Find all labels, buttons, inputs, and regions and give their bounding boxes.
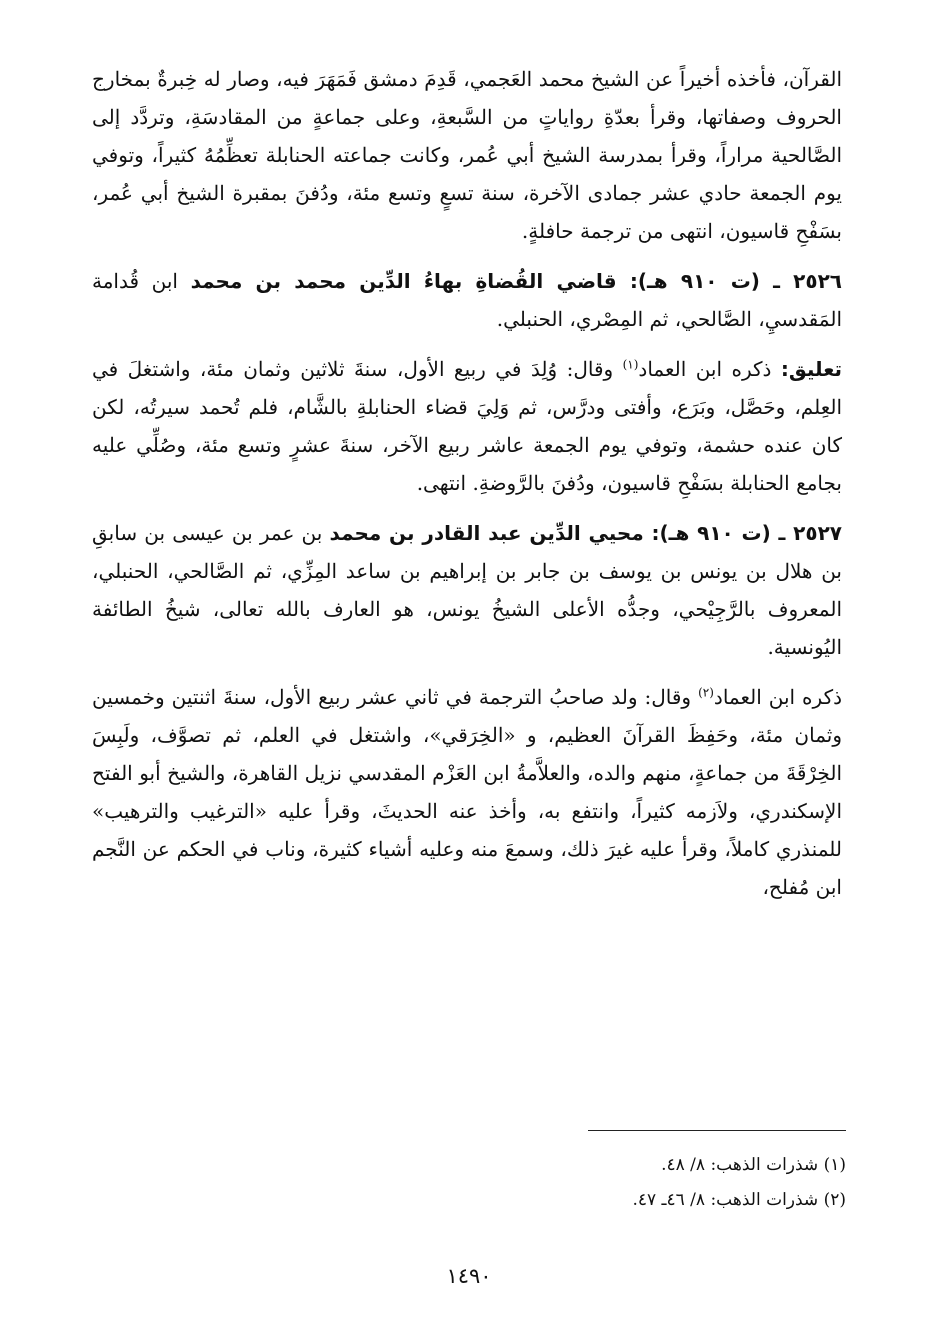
entry-2526-heading: ٢٥٢٦ ـ (ت ٩١٠ هـ): قاضي القُضاةِ بهاءُ الدِّين محمد بن محمد xyxy=(190,269,842,293)
comment-2526 xyxy=(92,350,842,502)
footnotes xyxy=(346,1148,846,1218)
entry-2527-text: بن عمر بن عيسى بن سابقِ بن هلال بن يونس بن يوسف بن جابر بن إبراهيم بن ساعد المِزِّي، ثم الصَّالحي، الحنبلي، المعروف بالرَّجِيْحي، وجدُّه الأعلى الشيخُ يونس، هو العارف بالله تعالى، شيخُ الطائفة اليُونسية. xyxy=(92,521,842,659)
comment-label: تعليق: xyxy=(780,357,842,381)
page-number: ١٤٩٠ xyxy=(446,1264,492,1288)
footnote-divider xyxy=(588,1130,846,1131)
comment-2526-text-a: ذكره ابن العماد xyxy=(638,357,781,381)
footnote-1: (١) شذرات الذهب: ٨/ ٤٨. xyxy=(661,1155,846,1175)
intro-text: القرآن، فأخذه أخيراً عن الشيخ محمد العَجمي، قَدِمَ دمشق فَمَهَرَ فيه، وصار له خِبرةٌ بمخارج الحروف وصفاتها، وقرأ بعدّةِ رواياتٍ من السَّبعةِ، وعلى جماعةٍ من المقادسَةِ، وتردَّد إلى الصَّالحية مراراً، وقرأ بمدرسة الشيخ أبي عُمر، وكانت جماعته الحنابلة تعظِّمُهُ كثيراً، وتوفي يوم الجمعة حادي عشر جمادى الآخرة، سنة تسعٍ وتسع مئة، ودُفنَ بمقبرة الشيخ أبي عُمر، بسَفْحِ قاسيون، انتهى من ترجمة حافلةٍ. xyxy=(92,67,842,243)
comment-2526-text-b: وقال: وُلِدَ في ربيع الأول، سنةَ ثلاثين وثمان مئة، واشتغلَ في العِلم، وحَصَّل، وبَرَع، وأفتى ودرَّس، ثم وَلِيَ قضاء الحنابلةِ بالشَّام، فلم تُحمد سيرتُه، لكن كان عنده حشمة، وتوفي يوم الجمعة عاشر ربيع الآخر، سنةَ عشرٍ وتسع مئة، وصُلِّي عليه بجامع الحنابلة بسَفْحِ قاسيون، ودُفنَ بالرَّوضةِ. انتهى. xyxy=(92,357,843,495)
entry-2526-text: ابن قُدامة المَقدسيِ، الصَّالحي، ثم المِصْري، الحنبلي. xyxy=(92,269,842,331)
intro-paragraph xyxy=(92,60,842,250)
comment-2527-text-a: ذكره ابن العماد xyxy=(713,685,843,709)
footnote-ref-2: (٢) xyxy=(698,685,714,700)
entry-2527-heading: ٢٥٢٧ ـ (ت ٩١٠ هـ): محيي الدِّين عبد القادر بن محمد xyxy=(329,521,842,545)
page-body xyxy=(92,60,842,918)
entry-2527 xyxy=(92,514,842,666)
comment-2527 xyxy=(92,678,842,906)
footnote-2: (٢) شذرات الذهب: ٨/ ٤٦ـ ٤٧. xyxy=(632,1190,846,1210)
comment-2527-text-b: وقال: ولد صاحبُ الترجمة في ثاني عشر ربيع الأول، سنةَ اثنتين وخمسين وثمان مئة، وحَفِظَ القرآنَ العظيم، و «الخِرَقي»، واشتغل في العلم، ثم تصوَّف، ولَبِسَ الخِرْقَةَ من جماعةٍ، منهم والده، والعلاَّمةُ ابن العَزْم المقدسي نزيل القاهرة، والشيخ أبو الفتح الإسكندري، ولاَزمه كثيراً، وانتفع به، وأخذ عنه الحديثَ، وقرأ عليه «الترغيب والترهيب» للمنذري كاملاً، وقرأ عليه غيرَ ذلك، وسمعَ منه وعليه أشياء كثيرة، وناب في الحكم عن النَّجم ابن مُفلح، xyxy=(92,685,842,899)
footnote-ref-1: (١) xyxy=(622,357,639,372)
entry-2526 xyxy=(92,262,842,338)
